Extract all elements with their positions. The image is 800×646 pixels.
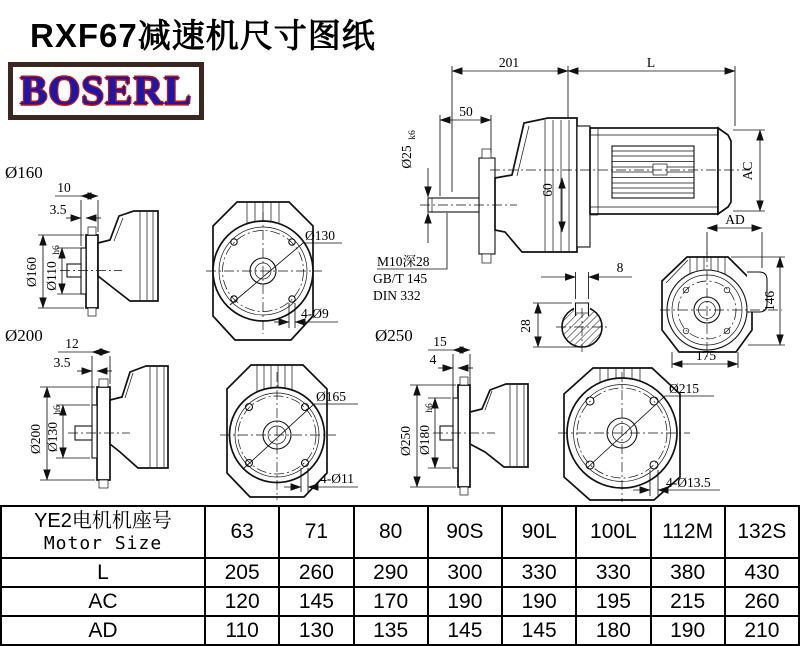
flange-160-holes-label: 4-Ø9 — [301, 306, 329, 321]
flange-250-spigot-tol: h6 — [425, 403, 435, 413]
table-cell: 190 — [502, 587, 576, 616]
table-row-AC — [1, 587, 799, 616]
col-header: 71 — [279, 506, 353, 558]
table-cell: 215 — [651, 587, 725, 616]
col-header: 90L — [502, 506, 576, 558]
table-row-L — [1, 558, 799, 587]
flange-160-spigot-dia-label: Ø110 — [44, 261, 59, 291]
dim-AC-label: AC — [740, 161, 755, 181]
table-cell: 190 — [428, 587, 502, 616]
dim-201-label: 201 — [498, 55, 520, 70]
col-header: 100L — [576, 506, 650, 558]
standard-note-2: DIN 332 — [373, 288, 421, 303]
table-cell: 145 — [428, 616, 502, 645]
flange-160-len-label: 10 — [57, 180, 71, 195]
flange-250-outer-dia-label: Ø250 — [398, 426, 413, 456]
table-cell: 210 — [725, 616, 799, 645]
table-cell: 380 — [651, 558, 725, 587]
table-cell: 130 — [279, 616, 353, 645]
flange-250-bolt-circle-label: Ø215 — [669, 381, 699, 396]
table-cell: 300 — [428, 558, 502, 587]
tap-hole-note: M10深28 — [377, 254, 430, 269]
dim-AD-label: AD — [725, 212, 745, 227]
flange-200-bolt-circle-label: Ø165 — [316, 389, 346, 404]
table-cell: 260 — [279, 558, 353, 587]
col-header: 80 — [354, 506, 428, 558]
motor-size-header-en: Motor Size — [43, 533, 163, 554]
dim-50-label: 50 — [459, 104, 473, 119]
row-label: AD — [1, 616, 205, 645]
dim-shaft-dia-tol: k6 — [408, 130, 418, 140]
flange-200-spigot-tol: h6 — [53, 405, 63, 415]
flange-160-views — [5, 163, 342, 340]
flange-250-holes-label: 4-Ø13.5 — [666, 475, 711, 490]
reducer-end-view — [660, 252, 785, 368]
col-header: 132S — [725, 506, 799, 558]
table-cell: 195 — [576, 587, 650, 616]
motor-dimension-table — [0, 505, 800, 646]
flange-200-holes-label: 4-Ø11 — [320, 471, 354, 486]
flange-200-label: Ø200 — [5, 326, 43, 345]
flange-200-outer-dia-label: Ø200 — [28, 424, 43, 454]
flange-250-label: Ø250 — [375, 326, 413, 345]
col-header: 63 — [205, 506, 279, 558]
flange-160-spigot-tol: h6 — [52, 245, 62, 255]
flange-250-spigot-dia-label: Ø180 — [417, 425, 432, 455]
page-title: RXF67减速机尺寸图纸 — [30, 17, 376, 54]
flange-160-outer-dia-label: Ø160 — [24, 257, 39, 287]
col-header: 90S — [428, 506, 502, 558]
flange-160-label: Ø160 — [5, 163, 43, 182]
flange-200-spigot-dia-label: Ø130 — [45, 422, 60, 452]
motor-size-header-cell — [1, 506, 205, 558]
flange-200-views — [5, 326, 358, 500]
table-cell: 110 — [205, 616, 279, 645]
col-header: 112M — [651, 506, 725, 558]
table-cell: 145 — [279, 587, 353, 616]
dim-shaft-dia-label: Ø25 — [399, 145, 414, 169]
table-cell: 120 — [205, 587, 279, 616]
flange-250-views — [375, 326, 720, 502]
table-row-AD — [1, 616, 799, 645]
table-cell: 145 — [502, 616, 576, 645]
table-cell: 290 — [354, 558, 428, 587]
dim-L-label: L — [646, 55, 656, 70]
table-cell: 170 — [354, 587, 428, 616]
flange-160-lip-label: 3.5 — [49, 202, 67, 217]
shaft-key-section-view — [518, 260, 632, 352]
dim-175-label: 175 — [695, 348, 717, 363]
table-cell: 190 — [651, 616, 725, 645]
flange-250-len-label: 15 — [433, 334, 447, 349]
key-height-label: 28 — [518, 319, 533, 333]
row-label: AC — [1, 587, 205, 616]
flange-160-bolt-circle-label: Ø130 — [305, 228, 335, 243]
table-cell: 430 — [725, 558, 799, 587]
motor-size-header-cn: YE2电机机座号 — [34, 510, 172, 532]
standard-note-1: GB/T 145 — [373, 271, 428, 286]
brand-logo-text: BOSERL — [20, 67, 193, 113]
key-width-label: 8 — [616, 260, 624, 275]
dim-146-label: 146 — [762, 290, 777, 312]
table-cell: 330 — [576, 558, 650, 587]
table-cell: 205 — [205, 558, 279, 587]
flange-200-lip-label: 3.5 — [53, 355, 71, 370]
flange-250-lip-label: 4 — [429, 352, 437, 367]
flange-200-len-label: 12 — [65, 336, 79, 351]
dim-60-label: 60 — [540, 183, 555, 197]
table-cell: 260 — [725, 587, 799, 616]
table-header-row — [1, 506, 799, 558]
table-cell: 135 — [354, 616, 428, 645]
table-cell: 180 — [576, 616, 650, 645]
row-label: L — [1, 558, 205, 587]
table-cell: 330 — [502, 558, 576, 587]
